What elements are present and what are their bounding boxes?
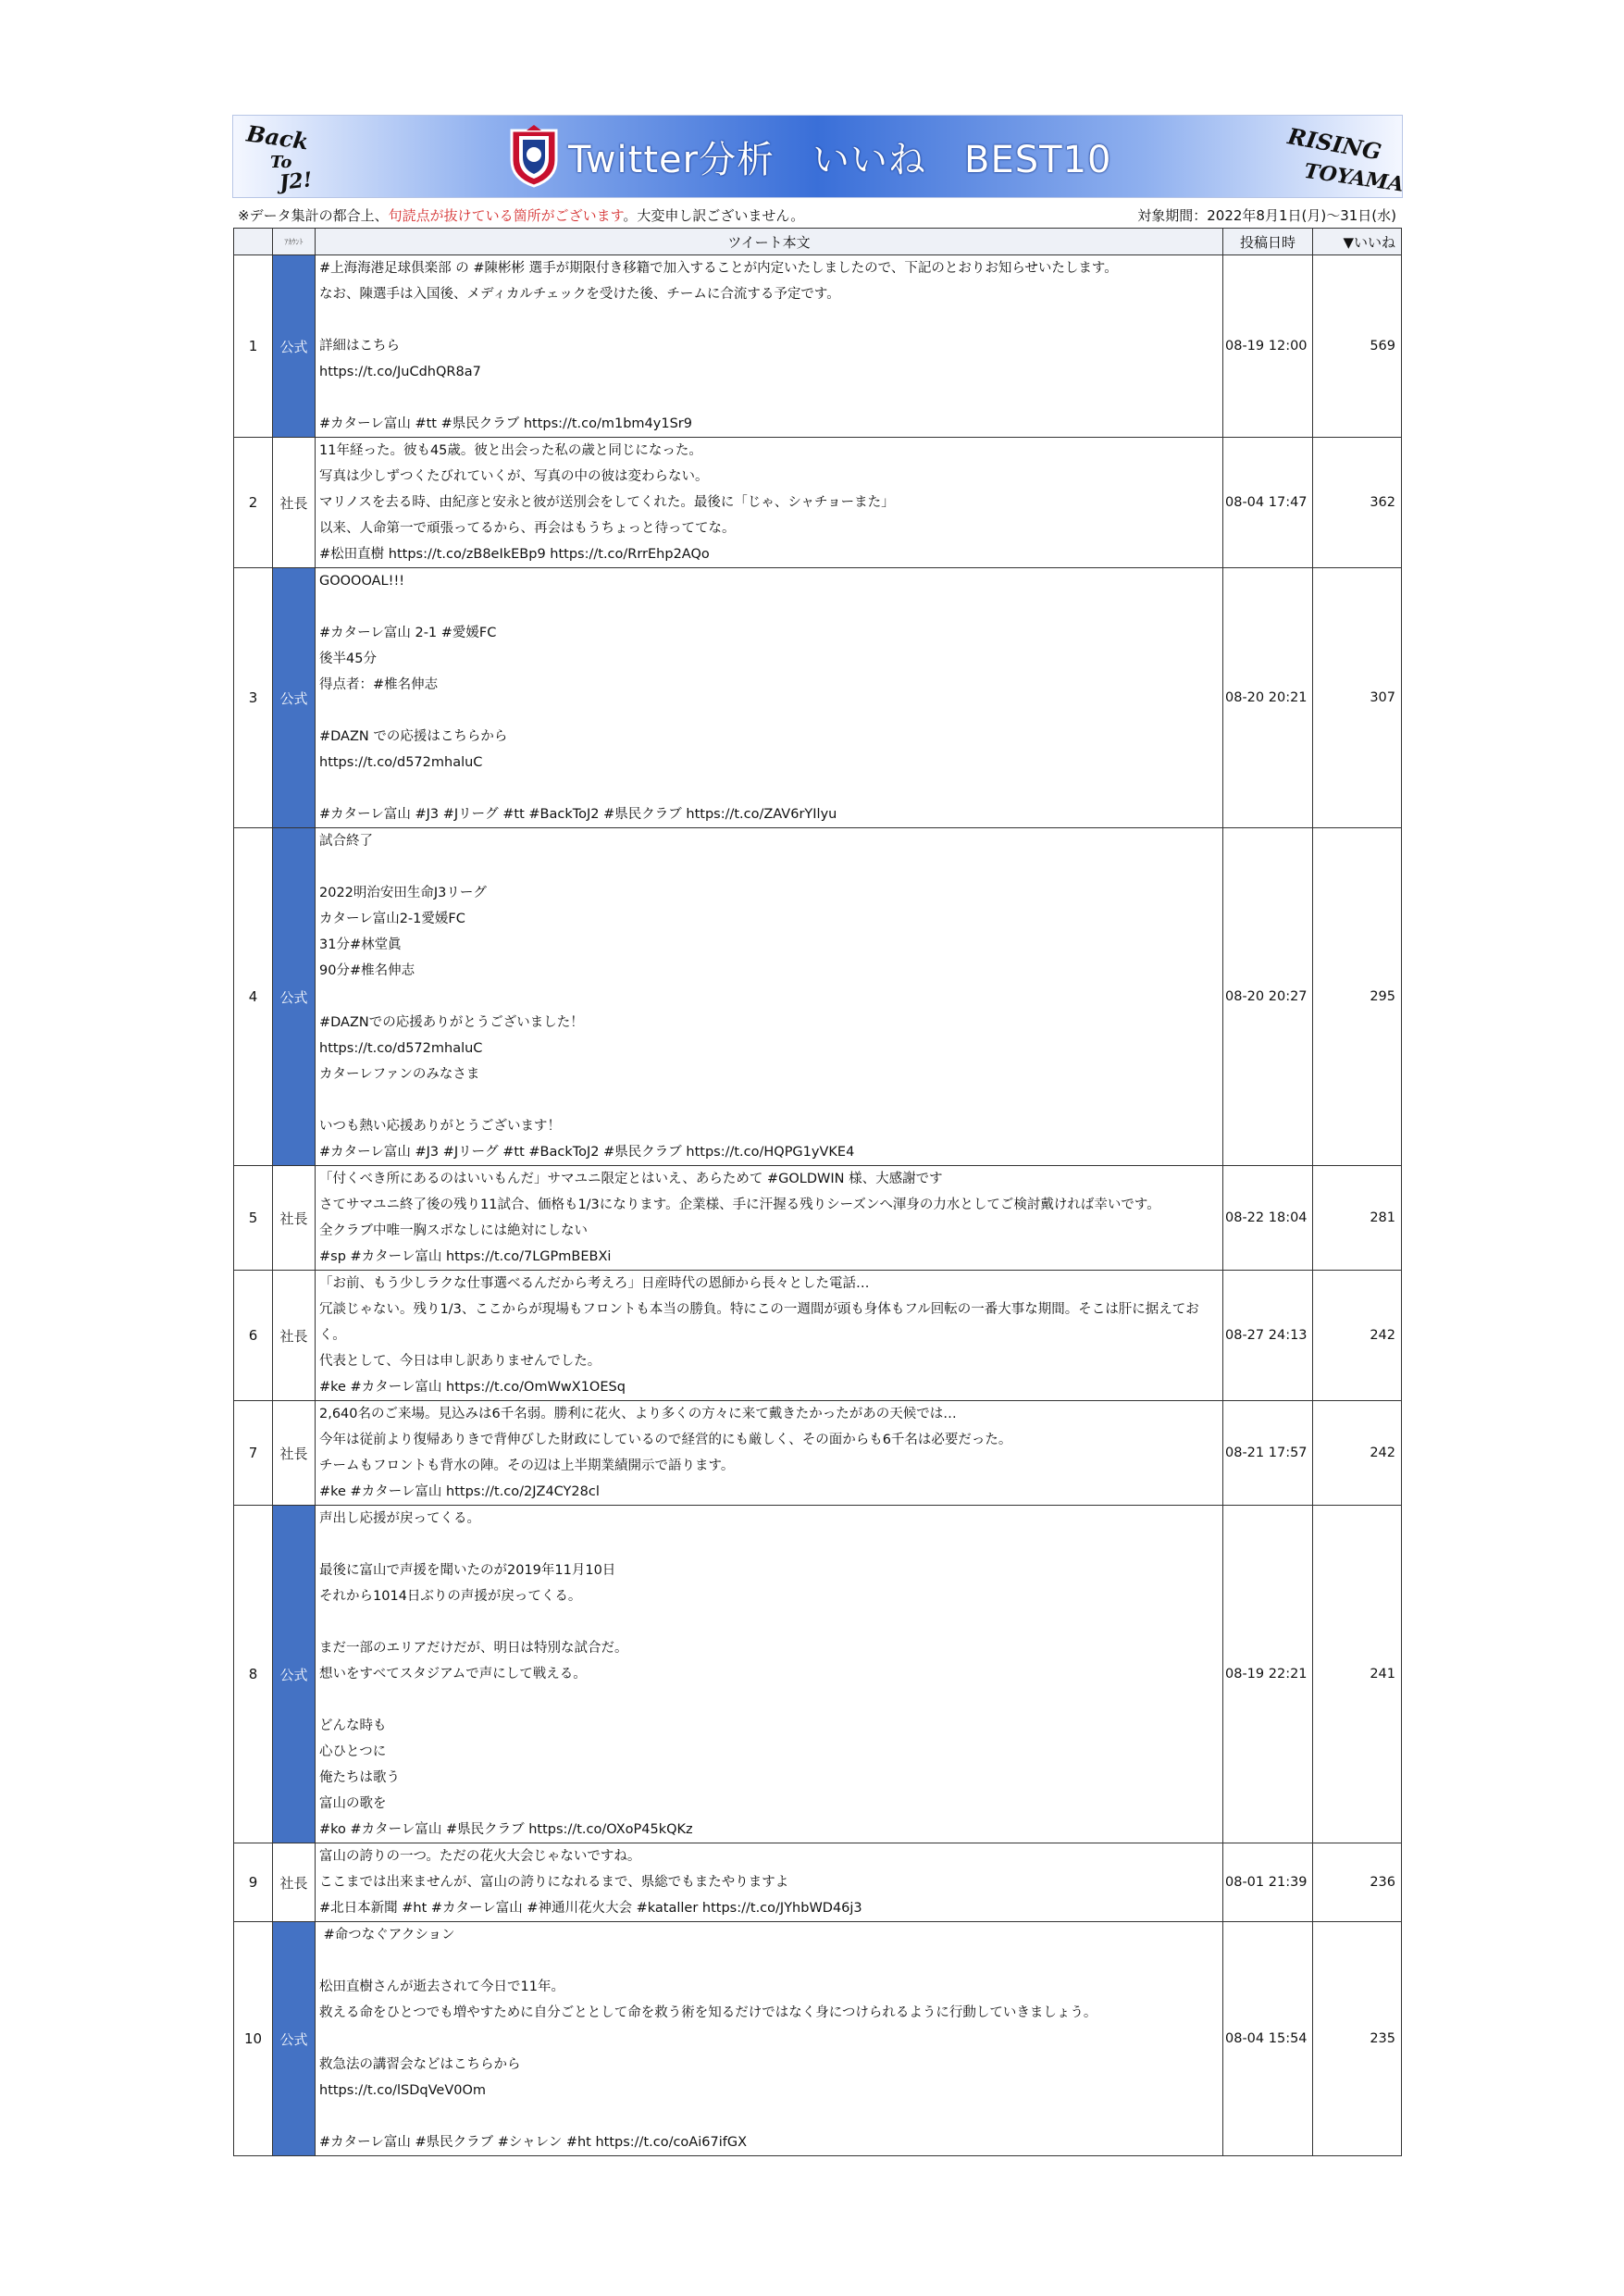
rank-cell: 3 [234, 568, 273, 828]
rising-toyama-logo [1283, 121, 1406, 197]
data-notice [238, 205, 804, 225]
post-date-cell: 08-19 22:21 [1223, 1506, 1313, 1843]
post-date-cell: 08-20 20:27 [1223, 828, 1313, 1166]
likes-cell: 307 [1313, 568, 1402, 828]
likes-cell: 281 [1313, 1166, 1402, 1271]
account-cell: 公式 [273, 255, 316, 438]
account-cell: 社長 [273, 1843, 316, 1922]
account-cell: 社長 [273, 1401, 316, 1506]
target-period: 対象期間：2022年8月1日(月)～31日(水) [1137, 207, 1396, 224]
post-date-cell: 08-01 21:39 [1223, 1843, 1313, 1922]
table-row [234, 1922, 1402, 2156]
table-row [234, 1166, 1402, 1271]
logo-line-3: J2! [278, 168, 314, 195]
likes-cell: 569 [1313, 255, 1402, 438]
logo-line-2: To [270, 153, 292, 172]
tweet-text-cell: 声出し応援が戻ってくる。 最後に富山で声援を聞いたのが2019年11月10日 それから1014日ぶりの声援が戻ってくる。 まだ一部のエリアだけだが、明日は特別な試合だ。 想いをすべてスタジアムで声にして戦える。 どんな時も 心ひとつに 俺たちは歌う 富山の歌を #ko #カターレ富山 #県民クラブ https://t.co/OXoP45kQKz [316, 1506, 1223, 1843]
table-row [234, 255, 1402, 438]
likes-cell: 235 [1313, 1922, 1402, 2156]
rank-cell: 2 [234, 438, 273, 568]
notice-prefix: ※データ集計の都合上、 [238, 207, 389, 224]
likes-cell: 295 [1313, 828, 1402, 1166]
rank-cell: 1 [234, 255, 273, 438]
likes-cell: 362 [1313, 438, 1402, 568]
tweet-text-cell: 富山の誇りの一つ。ただの花火大会じゃないですね。 ここまでは出来ませんが、富山の誇りになれるまで、県総でもまたやりますよ #北日本新聞 #ht #カターレ富山 #神通川花火大会 #kataller https://t.co/JYhbWD46j3 [316, 1843, 1223, 1922]
post-date-cell: 08-20 20:21 [1223, 568, 1313, 828]
tweet-text-cell: #上海海港足球俱楽部 の #陳彬彬 選手が期限付き移籍で加入することが内定いたしましたので、下記のとおりお知らせいたします。 なお、陳選手は入国後、メディカルチェックを受けた後、チームに合流する予定です。 詳細はこちら https://t.co/JuCdhQR8a7 #カターレ富山 #tt #県民クラブ https://t.co/m1bm4y1Sr9 [316, 255, 1223, 438]
notice-bar [238, 204, 1396, 226]
account-header: ｱｶｳﾝﾄ [273, 229, 316, 255]
logo-line-2: TOYAMA [1302, 158, 1406, 197]
notice-highlight: 句読点が抜けている箇所がございます [388, 207, 624, 224]
tweet-text-cell: 「お前、もう少しラクな仕事選べるんだから考えろ」日産時代の恩師から長々とした電話… 冗談じゃない。残り1/3、ここからが現場もフロントも本当の勝負。特にこの一週間が頭も身体もフル回転の一番大事な期間。そこは肝に据えておく。 代表として、今日は申し訳ありませんでした。 #ke #カターレ富山 https://t.co/OmWwX1OESq [316, 1271, 1223, 1401]
back-to-j2-logo [241, 119, 342, 195]
tweet-text-header: ツイート本文 [316, 229, 1223, 255]
table-row [234, 568, 1402, 828]
post-date-cell: 08-22 18:04 [1223, 1166, 1313, 1271]
rank-cell: 8 [234, 1506, 273, 1843]
rank-cell: 4 [234, 828, 273, 1166]
rank-cell: 9 [234, 1843, 273, 1922]
table-header-row [234, 229, 1402, 255]
table-row [234, 1506, 1402, 1843]
table-row [234, 1271, 1402, 1401]
account-cell: 公式 [273, 568, 316, 828]
table-row [234, 1401, 1402, 1506]
logo-line-1: RISING [1285, 122, 1384, 166]
post-date-cell: 08-21 17:57 [1223, 1401, 1313, 1506]
likes-cell: 242 [1313, 1401, 1402, 1506]
post-date-cell: 08-27 24:13 [1223, 1271, 1313, 1401]
tweet-text-cell: 2,640名のご来場。見込みは6千名弱。勝利に花火、より多くの方々に来て戴きたかったがあの天候では… 今年は従前より復帰ありきで背伸びした財政にしているので経営的にも厳しく、その面からも6千名は必要だった。 チームもフロントも背水の陣。その辺は上半期業績開示で語ります。 #ke #カターレ富山 https://t.co/2JZ4CY28cl [316, 1401, 1223, 1506]
rank-cell: 6 [234, 1271, 273, 1401]
table-row [234, 828, 1402, 1166]
likes-cell: 236 [1313, 1843, 1402, 1922]
tweet-text-cell: GOOOOAL!!! #カターレ富山 2-1 #愛媛FC 後半45分 得点者：#椎名伸志 #DAZN での応援はこちらから https://t.co/d572mhaluC #カターレ富山 #J3 #Jリーグ #tt #BackToJ2 #県民クラブ https://t.co/ZAV6rYIlyu [316, 568, 1223, 828]
likes-ranking-table [233, 228, 1402, 2156]
likes-cell: 242 [1313, 1271, 1402, 1401]
post-date-cell: 08-04 15:54 [1223, 1922, 1313, 2156]
table-body [234, 255, 1402, 2156]
account-cell: 公式 [273, 828, 316, 1166]
account-cell: 公式 [273, 1922, 316, 2156]
account-cell: 社長 [273, 1271, 316, 1401]
tweet-text-cell: #命つなぐアクション 松田直樹さんが逝去されて今日で11年。 救える命をひとつでも増やすために自分ごととして命を救う術を知るだけではなく身につけられるように行動していきましょう。 救急法の講習会などはこちらから https://t.co/lSDqVeV0Om #カターレ富山 #県民クラブ #シャレン #ht https://t.co/coAi67ifGX [316, 1922, 1223, 2156]
account-cell: 公式 [273, 1506, 316, 1843]
likes-cell: 241 [1313, 1506, 1402, 1843]
post-date-cell: 08-04 17:47 [1223, 438, 1313, 568]
table-row [234, 438, 1402, 568]
notice-suffix: 。大変申し訳ございません。 [623, 207, 805, 224]
account-cell: 社長 [273, 1166, 316, 1271]
rank-cell: 5 [234, 1166, 273, 1271]
tweet-text-cell: 試合終了 2022明治安田生命J3リーグ カターレ富山2-1愛媛FC 31分#林堂眞 90分#椎名伸志 #DAZNでの応援ありがとうございました！ https://t.co/d572mhaluC カターレファンのみなさま いつも熱い応援ありがとうございます！ #カターレ富山 #J3 #Jリーグ #tt #BackToJ2 #県民クラブ https://t.co/HQPG1yVKE4 [316, 828, 1223, 1166]
banner-title: Twitter分析 いいね BEST10 [568, 139, 1112, 181]
table-row [234, 1843, 1402, 1922]
tweet-text-cell: 11年経った。彼も45歳。彼と出会った私の歳と同じになった。 写真は少しずつくたびれていくが、写真の中の彼は変わらない。 マリノスを去る時、由紀彦と安永と彼が送別会をしてくれた。最後に「じゃ、シャチョーまた」 以来、人命第一で頑張ってるから、再会はもうちょっと待っててな。 #松田直樹 https://t.co/zB8eIkEBp9 https://t.co/RrrEhp2AQo [316, 438, 1223, 568]
post-date-cell: 08-19 12:00 [1223, 255, 1313, 438]
post-date-header: 投稿日時 [1223, 229, 1313, 255]
likes-header: ▼いいね [1313, 229, 1402, 255]
club-crest-icon [506, 125, 562, 188]
rank-cell: 7 [234, 1401, 273, 1506]
title-banner [232, 115, 1406, 198]
rank-cell: 10 [234, 1922, 273, 2156]
account-cell: 社長 [273, 438, 316, 568]
rank-header [234, 229, 273, 255]
logo-line-1: Back [244, 119, 311, 155]
tweet-text-cell: 「付くべき所にあるのはいいもんだ」サマユニ限定とはいえ、あらためて #GOLDWIN 様、大感謝です さてサマユニ終了後の残り11試合、価格も1/3になります。企業様、手に汗握る残りシーズンへ渾身の力水としてご検討戴ければ幸いです。 全クラブ中唯一胸スポなしには絶対にしない #sp #カターレ富山 https://t.co/7LGPmBEBXi [316, 1166, 1223, 1271]
